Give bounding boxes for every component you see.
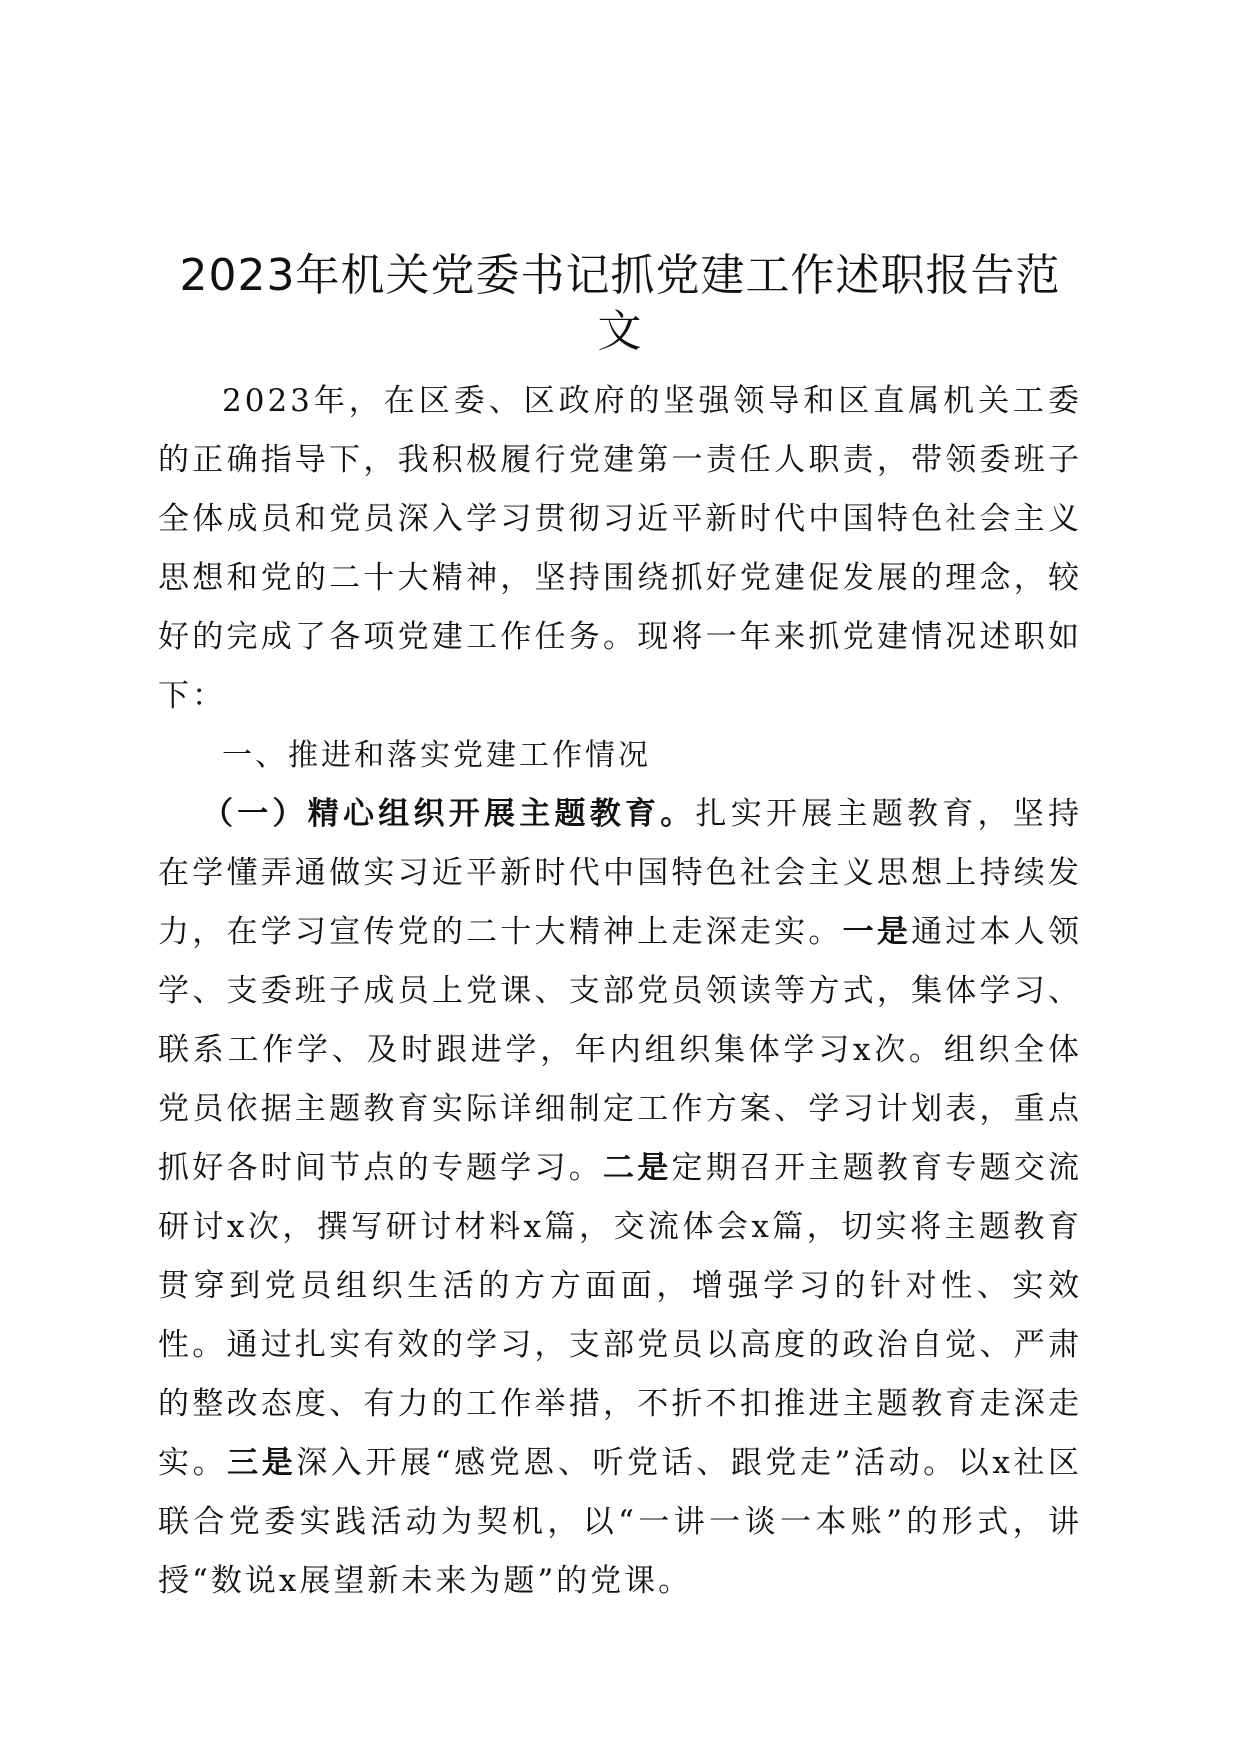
title-line-1: 2023年机关党委书记抓党建工作述职报告范: [179, 250, 1061, 301]
subsection-1-heading: （一）精心组织开展主题教育。: [202, 796, 696, 832]
subsection-1-lead: 扎实开展主题教育，坚持在学懂弄通做实习近平新时代中国特色社会主义思想上持续发力，在学习宣传党的二十大精神上走深走实。: [158, 796, 1082, 950]
title-line-2: 文: [597, 306, 643, 357]
point-1-text: 通过本人领学、支委班子成员上党课、支部党员领读等方式，集体学习、联系工作学、及时跟进学，年内组织集体学习x次。组织全体党员依据主题教育实际详细制定工作方案、学习计划表，重点抓好各时间节点的专题学习。: [158, 914, 1083, 1186]
document-page: [158, 248, 1082, 1611]
point-2-label: 二是: [603, 1150, 672, 1186]
intro-paragraph: 2023年，在区委、区政府的坚强领导和区直属机关工委的正确指导下，我积极履行党建第一责任人职责，带领委班子全体成员和党员深入学习贯彻习近平新时代中国特色社会主义思想和党的二十大精神，坚持围绕抓好党建促发展的理念，较好的完成了各项党建工作任务。现将一年来抓党建情况述职如下：: [158, 383, 1082, 714]
point-3-label: 三是: [227, 1445, 297, 1481]
document-title: [158, 248, 1082, 360]
subsection-1-paragraph: [158, 785, 1082, 1611]
document-body: [158, 372, 1082, 1611]
point-3-text: 深入开展“感党恩、听党话、跟党走”活动。以x社区联合党委实践活动为契机，以“一讲一谈一本账”的形式，讲授“数说x展望新未来为题”的党课。: [158, 1445, 1082, 1599]
point-2-text: 定期召开主题教育专题交流研讨x次，撰写研讨材料x篇，交流体会x篇，切实将主题教育贯穿到党员组织生活的方方面面，增强学习的针对性、实效性。通过扎实有效的学习，支部党员以高度的政治自觉、严肃的整改态度、有力的工作举措，不折不扣推进主题教育走深走实。: [158, 1150, 1083, 1481]
section-1-heading: 一、推进和落实党建工作情况: [222, 738, 651, 773]
point-1-label: 一是: [842, 914, 912, 950]
